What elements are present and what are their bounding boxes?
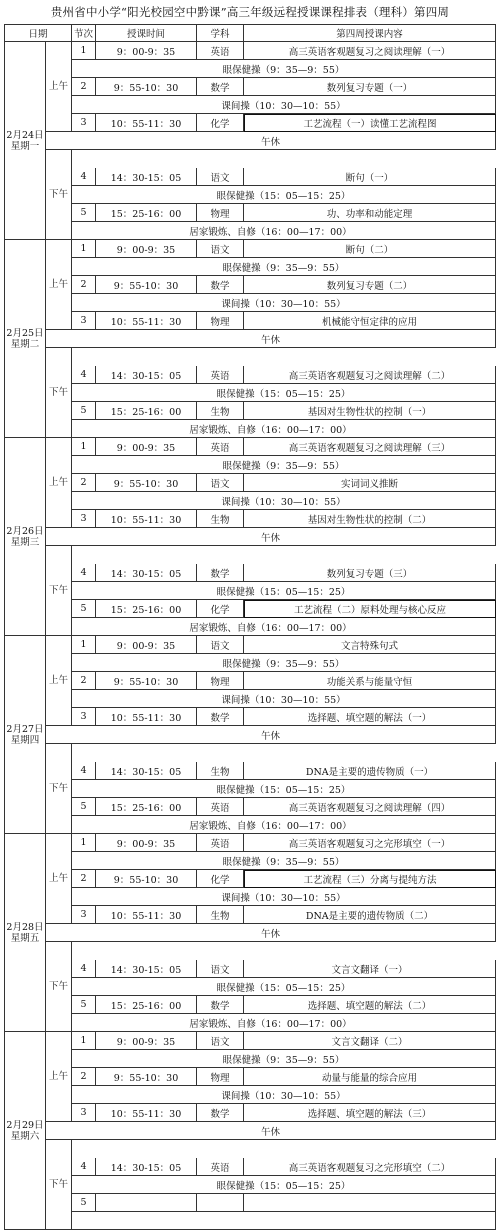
lesson-subject: 数学 <box>197 564 244 582</box>
eye-exercise-pm-row: 眼保健操（15：05—15：25） <box>72 978 496 996</box>
lesson-time <box>96 1194 197 1212</box>
lesson-time: 10：55-11：30 <box>96 312 197 330</box>
lesson-content: 高三英语客观题复习之阅读理解（一） <box>244 42 496 60</box>
half-pm-label: 下午 <box>46 546 72 636</box>
period-number: 2 <box>72 474 96 492</box>
weekday-label: 星期五 <box>10 932 40 944</box>
period-number: 4 <box>72 168 96 186</box>
weekday-label: 星期二 <box>10 338 40 350</box>
lesson-subject: 生物 <box>197 510 244 528</box>
lesson-subject: 数学 <box>197 708 244 726</box>
lesson-subject: 物理 <box>197 312 244 330</box>
weekday-label: 星期一 <box>10 140 40 152</box>
lesson-content: 工艺流程（二）原料处理与核心反应 <box>244 600 496 618</box>
lesson-time: 14：30-15：05 <box>96 366 197 384</box>
date-label: 2月24日 <box>6 129 44 141</box>
lesson-time: 9：00-9：35 <box>96 636 197 654</box>
lesson-subject: 语文 <box>197 636 244 654</box>
date-label: 2月27日 <box>6 723 44 735</box>
header-period: 节次 <box>72 24 96 42</box>
lesson-content: 数列复习专题（三） <box>244 564 496 582</box>
period-number: 4 <box>72 564 96 582</box>
period-number: 3 <box>72 1104 96 1122</box>
lesson-content: 文言特殊句式 <box>244 636 496 654</box>
period-number: 4 <box>72 1158 96 1176</box>
lesson-content: 功、功率和动能定理 <box>244 204 496 222</box>
eye-exercise-row: 眼保健操（9：35—9：55） <box>72 60 496 78</box>
lesson-subject: 语文 <box>197 168 244 186</box>
half-pm-label: 下午 <box>46 744 72 834</box>
home-study-row: 居家锻炼、自修（16：00—17：00） <box>46 222 496 240</box>
period-number: 1 <box>72 834 96 852</box>
half-am-label: 上午 <box>46 1032 72 1122</box>
lesson-subject: 数学 <box>197 78 244 96</box>
date-cell <box>4 636 46 834</box>
period-number: 4 <box>72 960 96 978</box>
home-study-row: 居家锻炼、自修（16：00—17：00） <box>46 1014 496 1032</box>
lesson-content: 基因对生物性状的控制（一） <box>244 402 496 420</box>
lesson-subject: 英语 <box>197 798 244 816</box>
weekday-label: 星期三 <box>10 536 40 548</box>
period-number: 2 <box>72 78 96 96</box>
lesson-time: 9：00-9：35 <box>96 834 197 852</box>
date-label: 2月28日 <box>6 921 44 933</box>
period-number: 4 <box>72 366 96 384</box>
period-number: 1 <box>72 1032 96 1050</box>
lesson-content: DNA是主要的遗传物质（二） <box>244 906 496 924</box>
lunch-break-row: 午休 <box>46 330 496 348</box>
lesson-subject: 英语 <box>197 1158 244 1176</box>
period-number: 1 <box>72 438 96 456</box>
break-exercise-row: 课间操（10：30—10：55） <box>72 690 496 708</box>
lesson-subject: 物理 <box>197 1068 244 1086</box>
half-am-label: 上午 <box>46 438 72 528</box>
lunch-break-row: 午休 <box>46 528 496 546</box>
lesson-subject: 语文 <box>197 960 244 978</box>
period-number: 2 <box>72 276 96 294</box>
lesson-content: 高三英语客观题复习之完形填空（一） <box>244 834 496 852</box>
period-number: 3 <box>72 312 96 330</box>
eye-exercise-row: 眼保健操（9：35—9：55） <box>72 456 496 474</box>
eye-exercise-pm-row: 眼保健操（15：05—15：25） <box>72 384 496 402</box>
lesson-time: 10：55-11：30 <box>96 708 197 726</box>
lesson-content: 高三英语客观题复习之完形填空（二） <box>244 1158 496 1176</box>
lesson-time: 9：55-10：30 <box>96 78 197 96</box>
lesson-content: 高三英语客观题复习之阅读理解（四） <box>244 798 496 816</box>
period-number: 5 <box>72 798 96 816</box>
weekday-label: 星期六 <box>10 1130 40 1142</box>
home-study-row: 居家锻炼、自修（16：00—17：00） <box>46 618 496 636</box>
date-cell <box>4 1032 46 1230</box>
eye-exercise-pm-row: 眼保健操（15：05—15：25） <box>72 582 496 600</box>
lesson-time: 9：55-10：30 <box>96 474 197 492</box>
lesson-content: DNA是主要的遗传物质（一） <box>244 762 496 780</box>
lesson-subject: 生物 <box>197 402 244 420</box>
lesson-content: 数列复习专题（二） <box>244 276 496 294</box>
period-number: 2 <box>72 672 96 690</box>
period-number: 1 <box>72 636 96 654</box>
lesson-content: 工艺流程（一）读懂工艺流程图 <box>244 114 496 132</box>
lunch-break-row: 午休 <box>46 1122 496 1140</box>
break-exercise-row: 课间操（10：30—10：55） <box>72 294 496 312</box>
lesson-time: 9：00-9：35 <box>96 42 197 60</box>
lesson-time: 14：30-15：05 <box>96 960 197 978</box>
half-am-label: 上午 <box>46 834 72 924</box>
lunch-break-row: 午休 <box>46 132 496 150</box>
half-am-label: 上午 <box>46 42 72 132</box>
period-number: 5 <box>72 204 96 222</box>
lesson-subject: 化学 <box>197 114 244 132</box>
page-title: 贵州省中小学“阳光校园空中黔课”高三年级远程授课课程排表（理科）第四周 <box>50 5 450 19</box>
period-number: 5 <box>72 600 96 618</box>
period-number: 1 <box>72 240 96 258</box>
lesson-subject: 数学 <box>197 996 244 1014</box>
eye-exercise-row: 眼保健操（9：35—9：55） <box>72 654 496 672</box>
lesson-content: 动量与能量的综合应用 <box>244 1068 496 1086</box>
period-number: 3 <box>72 114 96 132</box>
header-date: 日期 <box>4 24 72 42</box>
lesson-subject: 生物 <box>197 906 244 924</box>
half-am-label: 上午 <box>46 636 72 726</box>
lesson-content: 实词词义推断 <box>244 474 496 492</box>
period-number: 2 <box>72 870 96 888</box>
lesson-time: 15：25-16：00 <box>96 204 197 222</box>
lesson-content: 高三英语客观题复习之阅读理解（三） <box>244 438 496 456</box>
lunch-break-row: 午休 <box>46 726 496 744</box>
half-pm-label: 下午 <box>46 942 72 1032</box>
date-cell <box>4 42 46 240</box>
half-pm-label: 下午 <box>46 348 72 438</box>
lesson-content: 选择题、填空题的解法（三） <box>244 1104 496 1122</box>
break-exercise-row: 课间操（10：30—10：55） <box>72 1086 496 1104</box>
lesson-subject: 化学 <box>197 600 244 618</box>
break-exercise-row: 课间操（10：30—10：55） <box>72 492 496 510</box>
header-content: 第四周授课内容 <box>244 24 496 42</box>
date-label: 2月26日 <box>6 525 44 537</box>
date-cell <box>4 438 46 636</box>
break-exercise-row: 课间操（10：30—10：55） <box>72 888 496 906</box>
lesson-time: 9：55-10：30 <box>96 672 197 690</box>
lesson-subject: 语文 <box>197 240 244 258</box>
lesson-subject <box>197 1194 244 1212</box>
period-number: 1 <box>72 42 96 60</box>
home-study-row <box>46 1212 496 1230</box>
lesson-content: 文言文翻译（二） <box>244 1032 496 1050</box>
lesson-content: 机械能守恒定律的应用 <box>244 312 496 330</box>
lesson-content: 功能关系与能量守恒 <box>244 672 496 690</box>
lesson-time: 15：25-16：00 <box>96 402 197 420</box>
home-study-row: 居家锻炼、自修（16：00—17：00） <box>46 816 496 834</box>
period-number: 5 <box>72 996 96 1014</box>
lesson-subject: 数学 <box>197 1104 244 1122</box>
lesson-time: 9：00-9：35 <box>96 1032 197 1050</box>
lunch-break-row: 午休 <box>46 924 496 942</box>
eye-exercise-pm-row: 眼保健操（15：05—15：25） <box>72 780 496 798</box>
lesson-subject: 英语 <box>197 438 244 456</box>
lesson-time: 15：25-16：00 <box>96 798 197 816</box>
schedule-table <box>4 24 496 1208</box>
date-label: 2月29日 <box>6 1119 44 1131</box>
date-label: 2月25日 <box>6 327 44 339</box>
weekday-label: 星期四 <box>10 734 40 746</box>
period-number: 3 <box>72 906 96 924</box>
lesson-subject: 语文 <box>197 474 244 492</box>
lesson-content: 基因对生物性状的控制（二） <box>244 510 496 528</box>
period-number: 4 <box>72 762 96 780</box>
home-study-row: 居家锻炼、自修（16：00—17：00） <box>46 420 496 438</box>
lesson-subject: 数学 <box>197 276 244 294</box>
date-cell <box>4 834 46 1032</box>
eye-exercise-row: 眼保健操（9：35—9：55） <box>72 852 496 870</box>
lesson-content: 断句（一） <box>244 168 496 186</box>
eye-exercise-pm-row: 眼保健操（15：05—15：25） <box>72 186 496 204</box>
period-number: 2 <box>72 1068 96 1086</box>
lesson-time: 14：30-15：05 <box>96 762 197 780</box>
period-number: 5 <box>72 1194 96 1212</box>
lesson-time: 10：55-11：30 <box>96 906 197 924</box>
lesson-time: 14：30-15：05 <box>96 564 197 582</box>
lesson-subject: 英语 <box>197 834 244 852</box>
lesson-time: 15：25-16：00 <box>96 600 197 618</box>
lesson-subject: 物理 <box>197 672 244 690</box>
period-number: 3 <box>72 708 96 726</box>
half-pm-label: 下午 <box>46 1140 72 1230</box>
lesson-content <box>244 1194 496 1212</box>
lesson-time: 9：55-10：30 <box>96 276 197 294</box>
half-pm-label: 下午 <box>46 150 72 240</box>
lesson-time: 14：30-15：05 <box>96 1158 197 1176</box>
lesson-content: 工艺流程（三）分离与提纯方法 <box>244 870 496 888</box>
date-cell <box>4 240 46 438</box>
lesson-time: 9：00-9：35 <box>96 438 197 456</box>
lesson-time: 9：55-10：30 <box>96 870 197 888</box>
lesson-subject: 物理 <box>197 204 244 222</box>
break-exercise-row: 课间操（10：30—10：55） <box>72 96 496 114</box>
lesson-subject: 化学 <box>197 870 244 888</box>
period-number: 3 <box>72 510 96 528</box>
lesson-content: 断句（二） <box>244 240 496 258</box>
lesson-subject: 生物 <box>197 762 244 780</box>
lesson-time: 14：30-15：05 <box>96 168 197 186</box>
lesson-time: 10：55-11：30 <box>96 510 197 528</box>
lesson-content: 高三英语客观题复习之阅读理解（二） <box>244 366 496 384</box>
period-number: 5 <box>72 402 96 420</box>
lesson-time: 9：55-10：30 <box>96 1068 197 1086</box>
header-time: 授课时间 <box>96 24 197 42</box>
lesson-time: 15：25-16：00 <box>96 996 197 1014</box>
eye-exercise-pm-row: 眼保健操（15：05—15：25） <box>72 1176 496 1194</box>
lesson-subject: 英语 <box>197 42 244 60</box>
lesson-subject: 语文 <box>197 1032 244 1050</box>
lesson-content: 选择题、填空题的解法（二） <box>244 996 496 1014</box>
lesson-time: 9：00-9：35 <box>96 240 197 258</box>
lesson-time: 10：55-11：30 <box>96 1104 197 1122</box>
lesson-content: 选择题、填空题的解法（一） <box>244 708 496 726</box>
eye-exercise-row: 眼保健操（9：35—9：55） <box>72 258 496 276</box>
lesson-content: 数列复习专题（一） <box>244 78 496 96</box>
lesson-subject: 英语 <box>197 366 244 384</box>
half-am-label: 上午 <box>46 240 72 330</box>
lesson-time: 10：55-11：30 <box>96 114 197 132</box>
header-subject: 学科 <box>197 24 244 42</box>
lesson-content: 文言文翻译（一） <box>244 960 496 978</box>
eye-exercise-row: 眼保健操（9：35—9：55） <box>72 1050 496 1068</box>
